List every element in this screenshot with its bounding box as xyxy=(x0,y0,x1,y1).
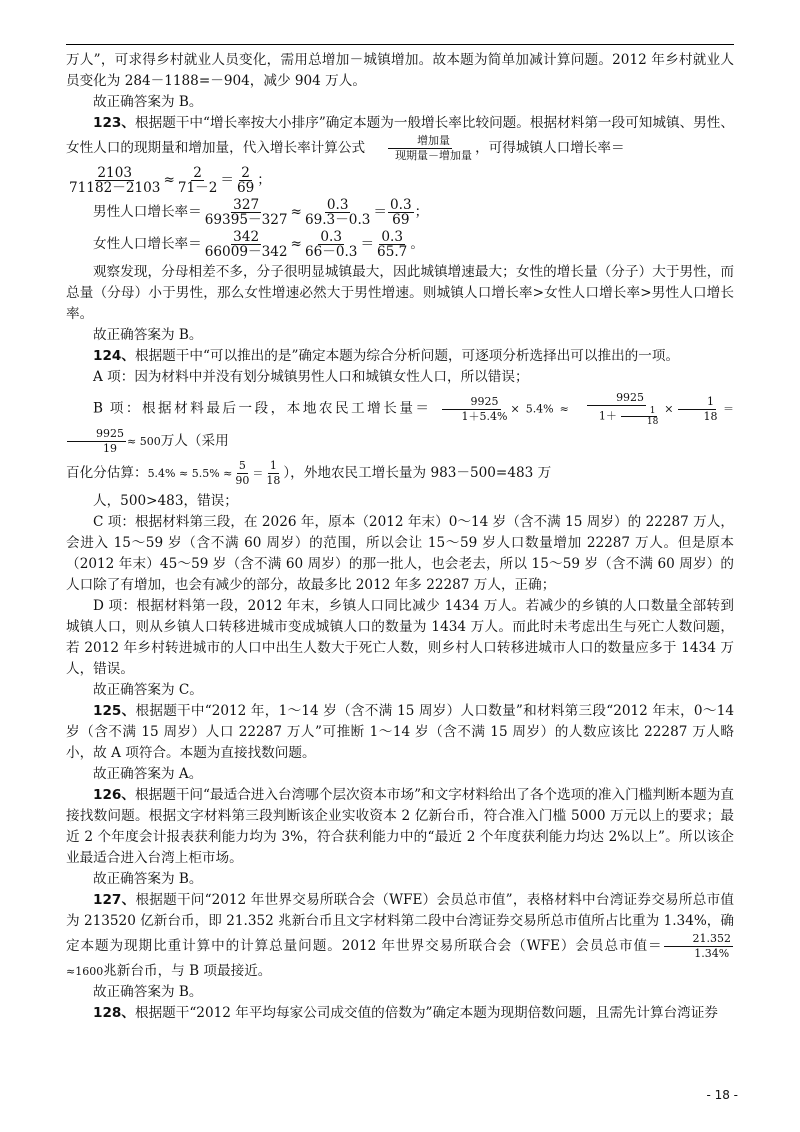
total-value-fraction: $\frac{21.352}{1.34\%}$ xyxy=(664,932,734,961)
answer-126: 故正确答案为 B。 xyxy=(93,871,203,887)
fraction: $\frac{2103}{71182-2103}$ xyxy=(69,165,161,196)
option-d-analysis: D 项：根据材料第一段，2012 年末，乡镇人口同比减少 1434 万人。若减少的乡镇的人口数量全部转到城镇人口，则从乡镇人口转移进城市变成城镇人口的数量为 1434 万人。而此时未考虑出生与死亡人数问题，若 2012 年乡村转进城市的人口中出生人数大于死亡人数，则乡村人口转移进城市人口的数量应多于 1434 万人，错误。 xyxy=(66,598,734,677)
answer-123: 故正确答案为 B。 xyxy=(93,327,203,343)
answer-125: 故正确答案为 A。 xyxy=(93,766,203,782)
document-body xyxy=(66,50,734,1024)
growth-rate-formula: $\frac{\text{增加量}}{\text{现期量－增加量}}$ xyxy=(366,134,474,163)
question-125 xyxy=(66,701,734,764)
page-number: - 18 - xyxy=(706,1088,738,1102)
question-text: 根据题干中“增长率按大小排序”确定本题为一般增长率比较问题。根据材料第一段可知城镇、男性、女性人口的现期量和增加量，代入增长率计算公式 xyxy=(66,115,734,156)
question-number: 128、 xyxy=(93,1005,135,1021)
question-number: 126、 xyxy=(93,787,135,803)
question-text: 根据题干问“最适合进入台湾哪个层次资本市场”和文字材料给出了各个选项的准入门槛判断本题为直接找数问题。根据文字材料第三段判断该企业实收资本 2 亿新台币，符合准入门槛 5000 万元以上的要求；最近 2 个年度会计报表获利能力均为 3%，符合获利能力中的“最近 2 个年度获利能力均达 2%以上”。所以该企业最适合进入台湾上柜市场。 xyxy=(66,787,734,866)
header-rule xyxy=(66,44,734,45)
question-text: 根据题干中“可以推出的是”确定本题为综合分析问题，可逐项分析选择出可以推出的一项。 xyxy=(134,348,680,364)
answer-122: 故正确答案为 B。 xyxy=(93,94,203,110)
option-c-analysis: C 项：根据材料第三段，在 2026 年，原本（2012 年末）0～14 岁（含不满 15 周岁）的 22287 万人，会进入 15～59 岁（含不满 60 周岁）的范围，所以会让 15～59 岁人口数量增加 22287 万人。但是原本（2012 年末）45～59 岁（含不满 60 周岁）的那一批人，也会老去，所以 15～59 岁（含不满 60 周岁）的人口除了有增加，也会有减少的部分，故最多比 2012 年多 22287 万人，正确； xyxy=(66,514,734,593)
female-growth-equation: 女性人口增长率＝ $\frac{342}{66009-342}$ ≈ $\frac{0.3}{66-0.3}$ ＝ $\frac{0.3}{65.7}$ 。 xyxy=(93,229,424,260)
answer-124: 故正确答案为 C。 xyxy=(93,682,203,698)
paragraph-122-tail: 万人”，可求得乡村就业人员变化，需用总增加－城镇增加。故本题为简单加减计算问题。2012 年乡村就业人员变化为 284－1188=－904，减少 904 万人。 xyxy=(66,52,734,89)
option-a-analysis: A 项：因为材料中并没有划分城镇男性人口和城镇女性人口，所以错误； xyxy=(93,369,529,385)
question-text: 根据题干问“2012 年世界交易所联合会（WFE）会员总市值”，表格材料中台湾证券交易所总市值为 213520 亿新台币，即 21.352 兆新台币且文字材料第二段中台湾证券交易所总市值所占比重为 1.34%，确定本题为现期比重计算中的计算总量问题。2012 年世界交易所联合会（WFE）会员总市值＝ xyxy=(66,892,734,954)
question-124 xyxy=(66,346,734,367)
question-text: 根据题干“2012 年平均每家公司成交值的倍数为”确定本题为现期倍数问题，且需先计算台湾证券 xyxy=(134,1005,718,1021)
urban-growth-equation: $\frac{2103}{71182-2103}$ ≈ $\frac{2}{71-2}$ ＝ $\frac{2}{69}$ ； xyxy=(69,165,271,196)
option-b-analysis: B 项：根据材料最后一段，本地农民工增长量＝ $\frac{9925}{1+5.4\%}$ × 5.4% ≈ 9925 1＋ $\frac{1}{18}$ × $\frac{1}{18}$ ＝ $\frac{9925}{19}$ ≈ 500万人（采用 xyxy=(66,391,734,456)
option-b-conclusion: 人，500>483，错误； xyxy=(93,493,238,509)
question-128 xyxy=(66,1003,734,1024)
answer-127: 故正确答案为 B。 xyxy=(93,984,203,1000)
question-text-2: ，可得城镇人口增长率＝ xyxy=(475,140,625,156)
option-b-estimate: 百化分估算：5.4% ≈ 5.5% ≈ $\frac{5}{90}$ ＝ $\frac{1}{18}$ ），外地农民工增长量为 983－500=483 万 xyxy=(66,459,552,487)
question-text: 根据题干中“2012 年，1～14 岁（含不满 15 周岁）人口数量”和材料第三段“2012 年末，0～14 岁（含不满 15 周岁）人口 22287 万人”可推断 1～14 岁（含不满 15 周岁）的人数应该比 22287 万人略小，故 A 项符合。本题为直接找数问题。 xyxy=(66,703,734,761)
question-number: 125、 xyxy=(93,703,136,719)
question-number: 123、 xyxy=(93,115,135,131)
question-number: 124、 xyxy=(93,348,135,364)
question-number: 127、 xyxy=(93,892,136,908)
question-126 xyxy=(66,785,734,869)
observation-123: 观察发现，分母相差不多，分子很明显城镇最大，因此城镇增速最大；女性的增长量（分子）大于男性，而总量（分母）小于男性，那么女性增速必然大于男性增速。则城镇人口增长率>女性人口增长率>男性人口增长率。 xyxy=(66,264,734,322)
question-123 xyxy=(66,113,734,163)
male-growth-equation: 男性人口增长率＝ $\frac{327}{69395-327}$ ≈ $\frac{0.3}{69.3-0.3}$ ＝ $\frac{0.3}{69}$ ； xyxy=(93,197,429,228)
question-127: 127、根据题干问“2012 年世界交易所联合会（WFE）会员总市值”，表格材料中台湾证券交易所总市值为 213520 亿新台币，即 21.352 兆新台币且文字材料第二段中台湾证券交易所总市值所占比重为 1.34%，确定本题为现期比重计算中的计算总量问题。2012 年世界交易所联合会（WFE）会员总市值＝ $\frac{21.352}{1.34\%}$ ≈1600兆新台币，与 B 项最接近。 xyxy=(66,892,734,979)
